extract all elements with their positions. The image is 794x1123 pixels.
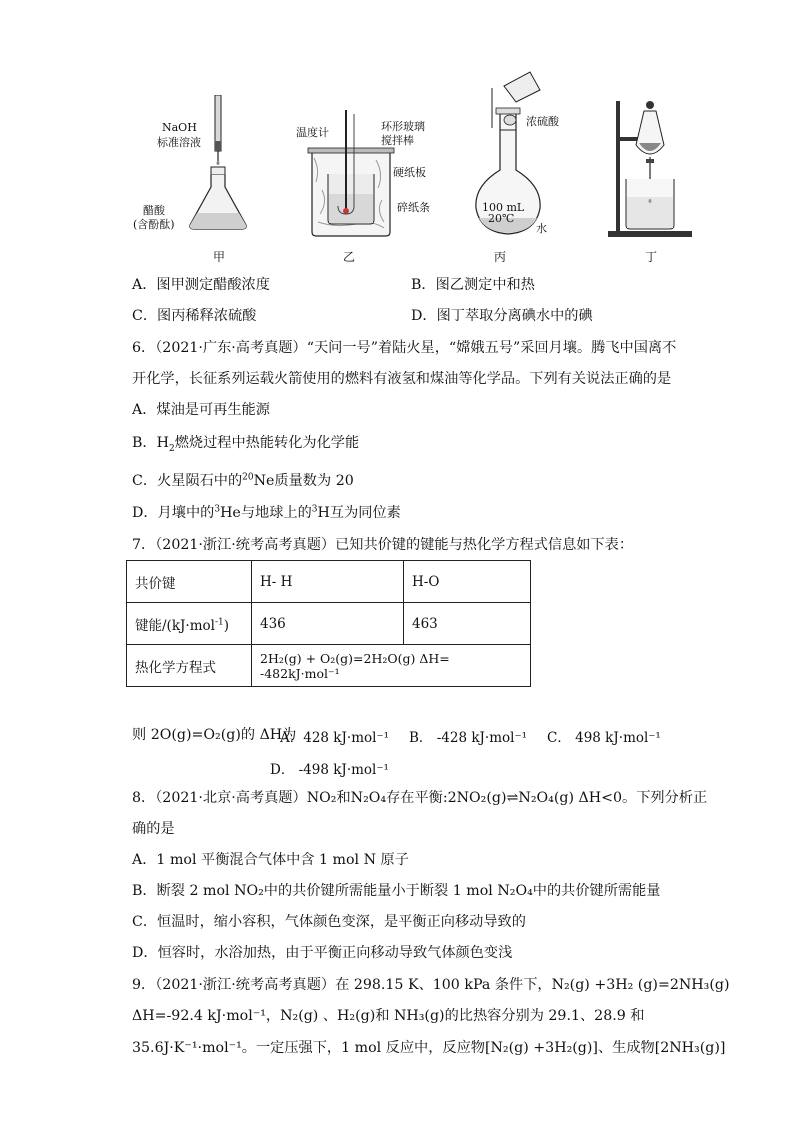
q8-option-d: D．恒容时，水浴加热，由于平衡正向移动导致气体颜色变浅	[132, 945, 513, 961]
q8-option-b: B．断裂 2 mol NO₂中的共价键所需能量小于断裂 1 mol N₂O₄中的共价键所需能量	[132, 883, 661, 899]
table-cell: 2H₂(g) + O₂(g)=2H₂O(g) ΔH= -482kJ·mol⁻¹	[252, 645, 531, 687]
q6-option-b	[132, 433, 359, 453]
naoh-label: NaOH	[162, 121, 197, 134]
separatory-funnel-illustration	[604, 97, 694, 241]
q6-option-d-sup1: 3	[214, 504, 221, 515]
q5-option-c: C．图丙稀释浓硫酸	[132, 308, 257, 324]
q5-option-d: D．图丁萃取分离碘水中的碘	[411, 308, 593, 324]
bond-energy-unit-label: 键能/(kJ·mol	[135, 617, 215, 634]
q5-option-a: A．图甲测定醋酸浓度	[132, 277, 270, 293]
cardboard-label: 硬纸板	[393, 166, 426, 179]
q6-option-d	[132, 503, 401, 523]
q7-option-d: D． -498 kJ·mol⁻¹	[270, 762, 389, 778]
q6-option-d-sup2: 3	[311, 504, 318, 515]
bond-energy-table	[126, 560, 531, 687]
q6-option-b-text: 燃烧过程中热能转化为化学能	[174, 435, 360, 451]
q6-option-c	[132, 471, 354, 491]
bond-energy-unit-close: )	[223, 617, 230, 634]
table-row	[127, 561, 531, 603]
q6-option-b-subscript: 2	[169, 443, 175, 454]
q5-option-b: B．图乙测定中和热	[411, 277, 535, 293]
paper-scraps-label: 碎纸条	[397, 201, 430, 214]
q7-ask: 则 2O(g)=O₂(g)的 ΔH为	[132, 727, 297, 743]
q6-option-c-superscript: 20	[242, 472, 254, 483]
standard-solution-label: 标准溶液	[157, 136, 201, 149]
q6-stem-line2: 开化学，长征系列运载火箭使用的燃料有液氢和煤油等化学品。下列有关说法正确的是	[132, 371, 672, 387]
q6-option-c-text: Ne质量数为 20	[253, 473, 354, 489]
stirrer-label-top: 环形玻璃	[381, 120, 425, 133]
q6-option-d-prefix: D．月壤中的	[132, 505, 215, 521]
titration-apparatus-illustration	[180, 95, 250, 240]
q8-option-c: C．恒温时，缩小容积，气体颜色变深，是平衡正向移动导致的	[132, 914, 526, 930]
q8-option-a: A．1 mol 平衡混合气体中含 1 mol N 原子	[132, 852, 409, 868]
q6-option-b-prefix: B．H	[132, 435, 169, 451]
volume-label: 100 mL	[482, 201, 525, 214]
table-cell	[127, 603, 252, 645]
thermometer-label: 温度计	[296, 126, 329, 139]
q6-option-c-prefix: C．火星陨石中的	[132, 473, 243, 489]
phenolphthalein-label: (含酚酞)	[133, 218, 175, 231]
q7-option-a: A．428 kJ·mol⁻¹	[280, 730, 389, 746]
acetic-acid-label: 醋酸	[143, 204, 165, 217]
q9-line1: 9．（2021·浙江·统考高考真题）在 298.15 K、100 kPa 条件下，N₂(g) +3H₂ (g)=2NH₃(g)	[132, 977, 730, 993]
caption-yi: 乙	[343, 250, 356, 264]
figure-apparatus	[0, 0, 794, 270]
temperature-label: 20℃	[488, 212, 515, 225]
caption-bing: 丙	[494, 250, 507, 264]
water-label: 水	[536, 222, 547, 235]
table-cell: H-O	[404, 561, 531, 603]
q7-stem: 7．（2021·浙江·统考高考真题）已知共价键的键能与热化学方程式信息如下表：	[132, 537, 634, 553]
table-row	[127, 645, 531, 687]
table-cell: 热化学方程式	[127, 645, 252, 687]
caption-ding: 丁	[645, 250, 658, 264]
stirrer-label-bottom: 搅拌棒	[381, 134, 414, 147]
bond-energy-unit-sup: -1	[214, 617, 224, 627]
q7-option-c: C． 498 kJ·mol⁻¹	[547, 730, 661, 746]
caption-jia: 甲	[213, 250, 226, 264]
q8-stem-line1: 8．（2021·北京·高考真题）NO₂和N₂O₄存在平衡:2NO₂(g)⇌N₂O₄(g) ΔH<0。下列分析正	[132, 790, 708, 806]
q6-option-d-text: H互为同位素	[317, 505, 401, 521]
q8-stem-line2: 确的是	[132, 821, 175, 837]
q7-option-b: B． -428 kJ·mol⁻¹	[409, 730, 527, 746]
q6-option-d-mid: He与地球上的	[220, 505, 312, 521]
q9-line3: 35.6J·K⁻¹·mol⁻¹。一定压强下，1 mol 反应中，反应物[N₂(g) +3H₂(g)]、生成物[2NH₃(g)]	[132, 1040, 726, 1056]
table-cell: H- H	[252, 561, 404, 603]
q6-stem-line1: 6．（2021·广东·高考真题）“天问一号”着陆火星，“嫦娥五号”采回月壤。腾飞中国离不	[132, 340, 677, 356]
table-cell: 463	[404, 603, 531, 645]
table-cell: 436	[252, 603, 404, 645]
q9-line2: ΔH=-92.4 kJ·mol⁻¹，N₂(g) 、H₂(g)和 NH₃(g)的比热容分别为 29.1、28.9 和	[132, 1008, 645, 1024]
conc-sulfuric-acid-label: 浓硫酸	[526, 115, 559, 128]
q6-option-a: A．煤油是可再生能源	[132, 402, 270, 418]
table-cell: 共价键	[127, 561, 252, 603]
table-row	[127, 603, 531, 645]
